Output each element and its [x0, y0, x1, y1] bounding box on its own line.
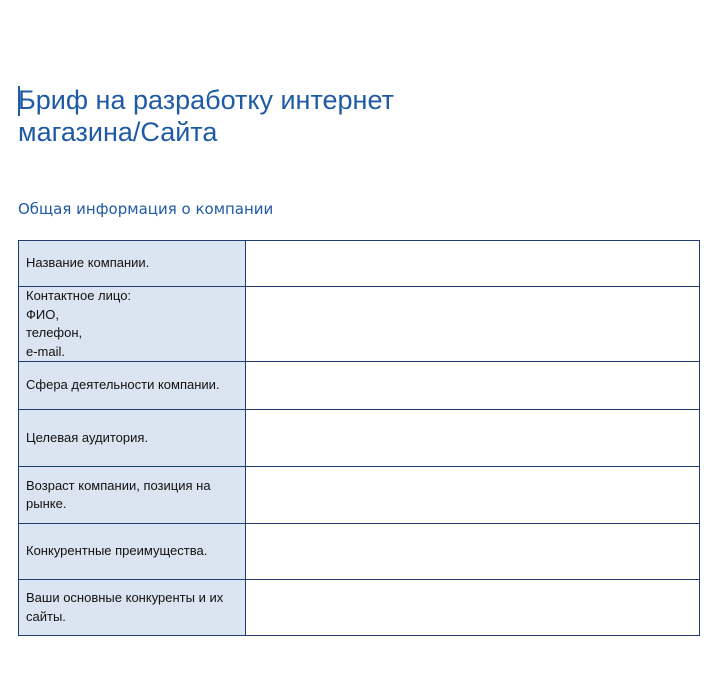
- table-row: [19, 580, 700, 636]
- document-title[interactable]: [18, 84, 538, 148]
- row-label-cell[interactable]: [19, 524, 246, 580]
- title-line-2: магазина/Сайта: [18, 117, 218, 147]
- row-label-cell[interactable]: [19, 362, 246, 410]
- row-label-cell[interactable]: [19, 287, 246, 362]
- row-label: рынке.: [26, 496, 67, 511]
- row-label: ФИО,: [26, 306, 59, 322]
- row-label: Возраст компании, позиция на: [26, 477, 211, 493]
- row-label: Ваши основные конкуренты и их: [26, 590, 224, 605]
- row-label: Контактное лицо:: [26, 288, 132, 303]
- row-label-cell[interactable]: [19, 241, 246, 287]
- row-label: e-mail.: [26, 343, 66, 359]
- row-label: Конкурентные преимущества.: [26, 543, 208, 559]
- row-value-cell[interactable]: [246, 362, 700, 410]
- table-row: [19, 362, 700, 410]
- row-label-cell[interactable]: [19, 410, 246, 467]
- row-label-cell[interactable]: [19, 580, 246, 636]
- row-value-cell[interactable]: [246, 524, 700, 580]
- row-value-cell[interactable]: [246, 580, 700, 636]
- row-label-cell[interactable]: [19, 467, 246, 524]
- row-label: Целевая аудитория.: [26, 429, 149, 445]
- table-row: [19, 241, 700, 287]
- row-value-cell[interactable]: [246, 241, 700, 287]
- row-label: Название компании.: [26, 255, 150, 271]
- row-label: сайты.: [26, 608, 66, 624]
- table-row: [19, 287, 700, 362]
- table-row: [19, 467, 700, 524]
- row-value-cell[interactable]: [246, 287, 700, 362]
- company-info-table: [18, 240, 700, 636]
- table-row: [19, 410, 700, 467]
- row-label: Сфера деятельности компании.: [26, 377, 220, 393]
- table-row: [19, 524, 700, 580]
- title-line-1: Бриф на разработку интернет: [18, 85, 394, 115]
- row-label: телефон,: [26, 325, 83, 340]
- row-value-cell[interactable]: [246, 467, 700, 524]
- row-value-cell[interactable]: [246, 410, 700, 467]
- section-heading[interactable]: Общая информация о компании: [18, 200, 274, 218]
